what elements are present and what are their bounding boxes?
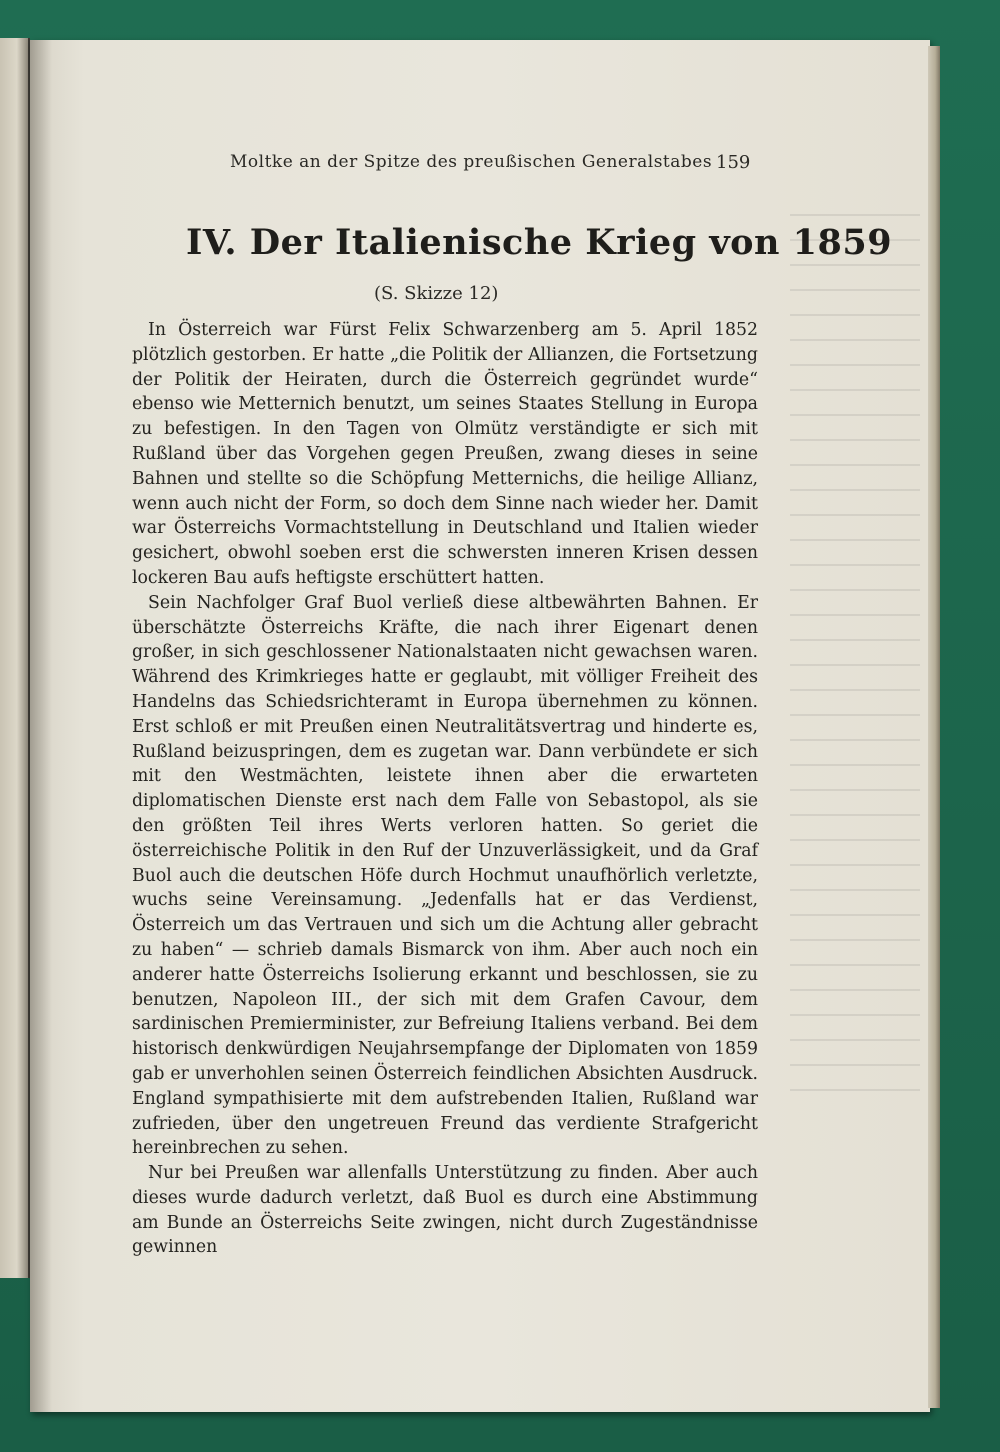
running-head: Moltke an der Spitze des preußischen Generalstabes	[230, 152, 713, 172]
gutter-shadow	[30, 40, 52, 1412]
paragraph: Sein Nachfolger Graf Buol verließ diese altbewährten Bahnen. Er überschätzte Österreichs Kräfte, die nach ihrer Eigenart denen großer, in sich geschlossener Nationalstaaten nicht gewachsen waren. Während des Krimkrieges hatte er geglaubt, mit völliger Freiheit des Handelns das Schiedsrichteramt in Europa übernehmen zu können. Erst schloß er mit Preußen einen Neutralitätsvertrag und hinderte es, Rußland beizuspringen, dem es zugetan war. Dann verbündete er sich mit den Westmächten, leistete ihnen aber die erwarteten diplomatischen Dienste erst nach dem Falle von Sebastopol, als sie den größten Teil ihres Werts verloren hatten. So geriet die österreichische Politik in den Ruf der Unzuverlässigkeit, und da Graf Buol auch die deutschen Höfe durch Hochmut unaufhörlich verletzte, wuchs seine Vereinsamung. „Jedenfalls hat er das Verdienst, Österreich um das Vertrauen und sich um die Achtung aller gebracht zu haben“ — schrieb damals Bismarck von ihm. Aber auch noch ein anderer hatte Österreichs Isolierung erkannt und beschlossen, sie zu benutzen, Napoleon III., der sich mit dem Grafen Cavour, dem sardinischen Premierminister, zur Befreiung Italiens verband. Bei dem historisch denkwürdigen Neujahrsempfange der Diplomaten von 1859 gab er unverhohlen seinen Österreich feindlichen Absichten Ausdruck. England sympathisierte mit dem aufstrebenden Italien, Rußland war zufrieden, über den ungetreuen Freund das verdiente Strafgericht hereinbrechen zu sehen.	[132, 592, 758, 1159]
page-number: 159	[716, 152, 751, 173]
show-through-text	[790, 200, 920, 1100]
paragraph: Nur bei Preußen war allenfalls Unterstützung zu finden. Aber auch dieses wurde dadurch verletzt, daß Buol es durch eine Abstimmung am Bunde an Österreichs Seite zwingen, nicht durch Zugeständnisse gewinnen	[132, 1163, 758, 1258]
chapter-title: IV. Der Italienische Krieg von 1859	[186, 222, 893, 263]
left-page-edge	[0, 38, 30, 1278]
paragraph: In Österreich war Fürst Felix Schwarzenberg am 5. April 1852 plötzlich gestorben. Er hatte „die Politik der Allianzen, die Fortsetzung der Politik der Heiraten, durch die Österreich gegründet wurde“ ebenso wie Metternich benutzt, um seines Staates Stellung in Europa zu befestigen. In den Tagen von Olmütz verständigte er sich mit Rußland über das Vorgehen gegen Preußen, zwang dieses in seine Bahnen und stellte so die Schöpfung Metternichs, die heilige Allianz, wenn auch nicht der Form, so doch dem Sinne nach wieder her. Damit war Österreichs Vormachtstellung in Deutschland und Italien wieder gesichert, obwohl soeben erst die schwersten inneren Krisen dessen lockeren Bau aufs heftigste erschüttert hatten.	[132, 320, 758, 588]
sketch-reference: (S. Skizze 12)	[374, 283, 499, 304]
body-text	[132, 318, 758, 1260]
page-stack-edge	[928, 46, 940, 1408]
